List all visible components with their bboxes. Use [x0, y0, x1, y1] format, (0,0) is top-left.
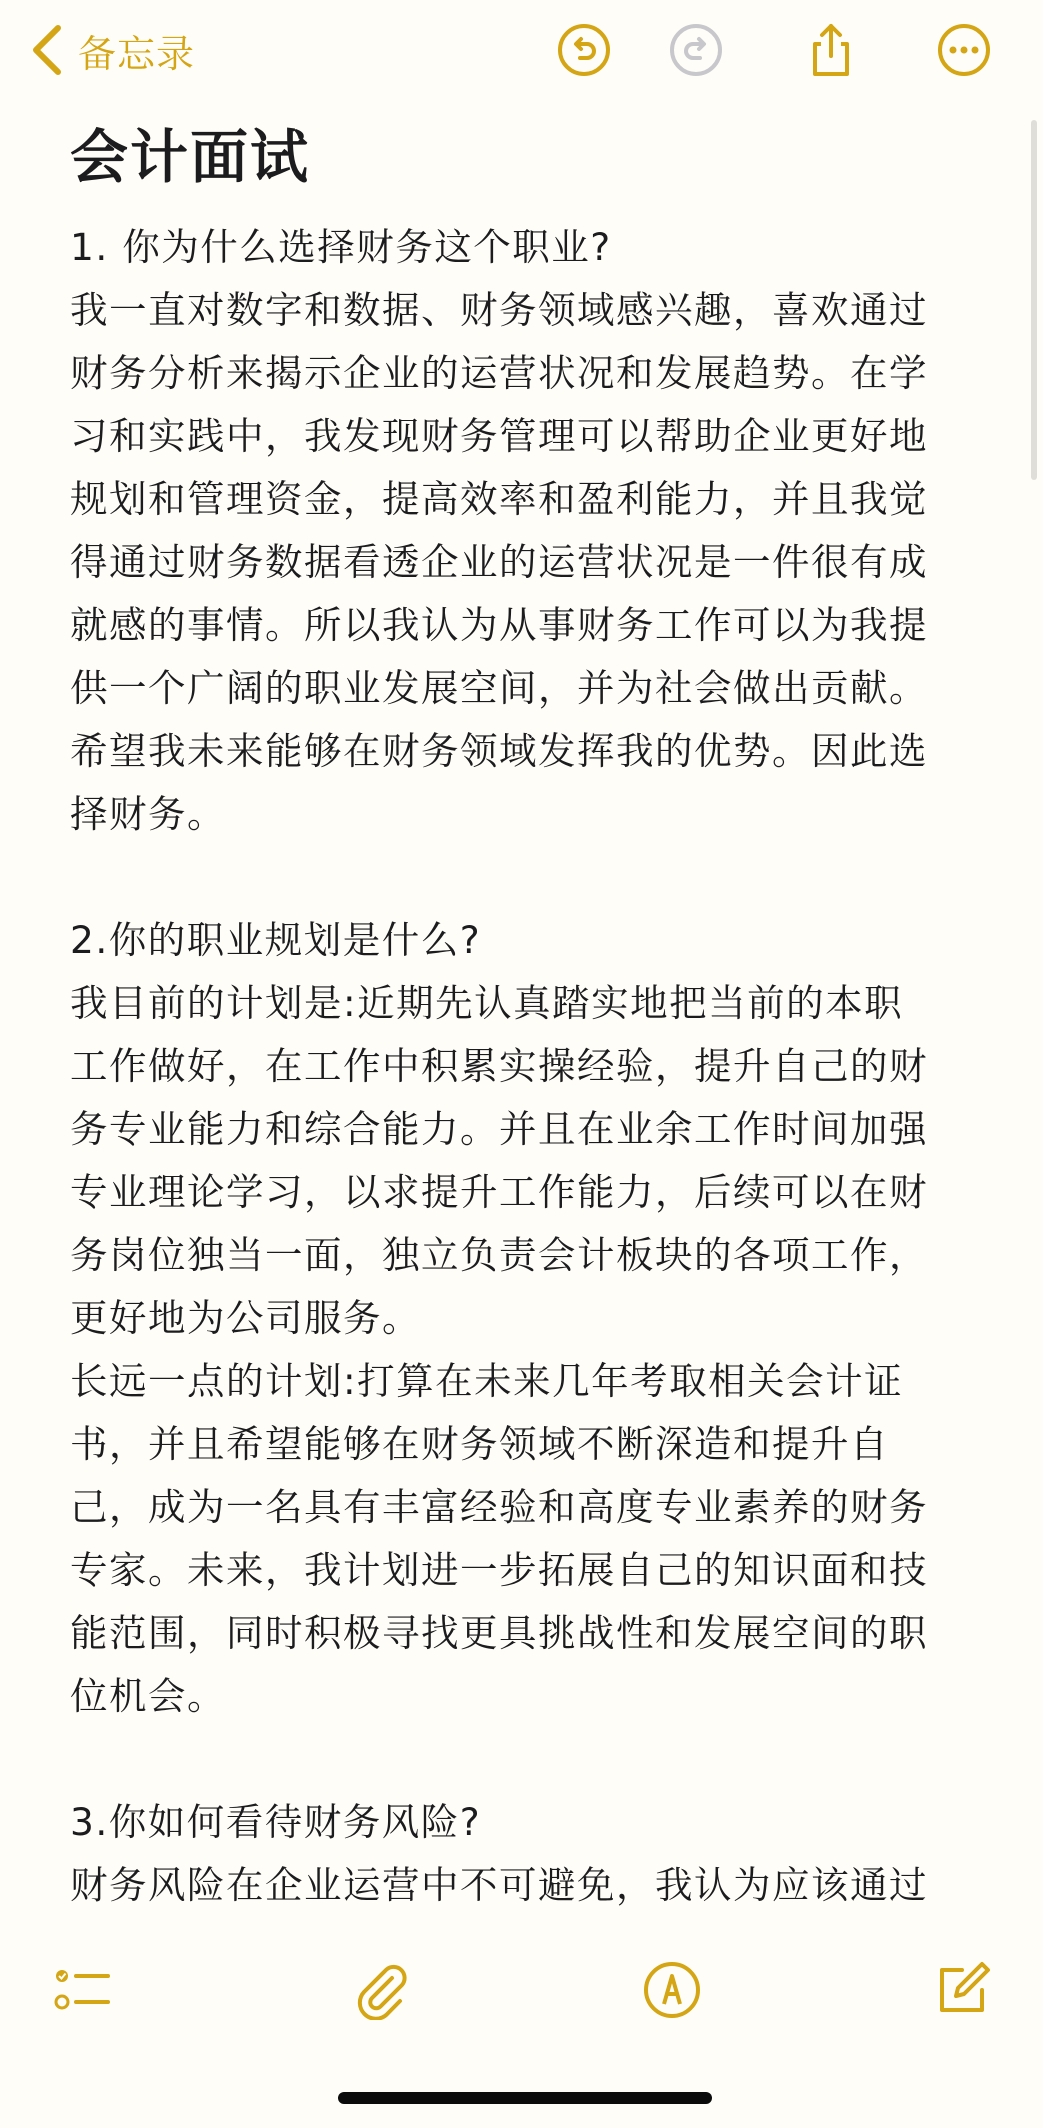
answer-1-line-6[interactable]: 就感的事情。所以我认为从事财务工作可以为我提 — [70, 603, 928, 647]
answer-1-line-8[interactable]: 希望我未来能够在财务领域发挥我的优势。因此选 — [70, 729, 928, 773]
note-body[interactable] — [70, 100, 990, 1917]
bottom-toolbar — [0, 1950, 1043, 2070]
checklist-icon — [52, 1960, 112, 2020]
answer-2-line-2[interactable]: 工作做好，在工作中积累实操经验，提升自己的财 — [70, 1044, 928, 1088]
answer-3-line-1[interactable]: 财务风险在企业运营中不可避免，我认为应该通过 — [70, 1863, 928, 1907]
answer-2b-line-5[interactable]: 能范围，同时积极寻找更具挑战性和发展空间的职 — [70, 1611, 928, 1655]
home-indicator[interactable] — [338, 2092, 712, 2104]
answer-1-line-9[interactable]: 择财务。 — [70, 792, 226, 836]
navigation-bar — [0, 0, 1043, 100]
answer-1-line-2[interactable]: 财务分析来揭示企业的运营状况和发展趋势。在学 — [70, 351, 928, 395]
scroll-indicator — [1031, 120, 1037, 480]
compose-icon — [932, 1960, 992, 2020]
note-section-3 — [70, 1791, 990, 1917]
question-3[interactable]: 3.你如何看待财务风险? — [70, 1800, 482, 1844]
answer-1-line-5[interactable]: 得通过财务数据看透企业的运营状况是一件很有成 — [70, 540, 928, 584]
blank-line[interactable] — [70, 846, 990, 909]
answer-2b-line-1[interactable]: 长远一点的计划:打算在未来几年考取相关会计证 — [70, 1359, 904, 1403]
question-1[interactable]: 1. 你为什么选择财务这个职业? — [70, 225, 612, 269]
redo-button[interactable] — [668, 22, 724, 78]
more-button[interactable] — [936, 22, 992, 78]
blank-line[interactable] — [70, 1728, 990, 1791]
note-title[interactable]: 会计面试 — [70, 123, 311, 191]
attachment-button[interactable] — [352, 1960, 412, 2020]
answer-2b-line-6[interactable]: 位机会。 — [70, 1674, 226, 1718]
share-button[interactable] — [803, 22, 859, 78]
answer-2b-line-2[interactable]: 书，并且希望能够在财务领域不断深造和提升自 — [70, 1422, 889, 1466]
answer-2b-line-4[interactable]: 专家。未来，我计划进一步拓展自己的知识面和技 — [70, 1548, 928, 1592]
redo-icon — [668, 22, 724, 78]
answer-2-line-1[interactable]: 我目前的计划是:近期先认真踏实地把当前的本职 — [70, 981, 904, 1025]
answer-2b-line-3[interactable]: 己，成为一名具有丰富经验和高度专业素养的财务 — [70, 1485, 928, 1529]
undo-button[interactable] — [556, 22, 612, 78]
answer-2-line-5[interactable]: 务岗位独当一面，独立负责会计板块的各项工作， — [70, 1233, 928, 1277]
markup-button[interactable] — [642, 1960, 702, 2020]
undo-icon — [556, 22, 612, 78]
back-chevron-icon — [28, 22, 68, 78]
answer-1-line-7[interactable]: 供一个广阔的职业发展空间，并为社会做出贡献。 — [70, 666, 928, 710]
question-2[interactable]: 2.你的职业规划是什么? — [70, 918, 482, 962]
answer-2-line-6[interactable]: 更好地为公司服务。 — [70, 1296, 421, 1340]
answer-1-line-4[interactable]: 规划和管理资金，提高效率和盈利能力，并且我觉 — [70, 477, 928, 521]
back-button[interactable] — [28, 22, 195, 78]
back-button-label: 备忘录 — [78, 31, 196, 76]
checklist-button[interactable] — [52, 1960, 112, 2020]
answer-1-line-1[interactable]: 我一直对数字和数据、财务领域感兴趣，喜欢通过 — [70, 288, 928, 332]
note-section-1 — [70, 216, 990, 846]
answer-1-line-3[interactable]: 习和实践中，我发现财务管理可以帮助企业更好地 — [70, 414, 928, 458]
answer-2-line-3[interactable]: 务专业能力和综合能力。并且在业余工作时间加强 — [70, 1107, 928, 1151]
markup-pen-icon — [642, 1960, 702, 2020]
paperclip-icon — [352, 1960, 412, 2020]
more-icon — [936, 22, 992, 78]
compose-button[interactable] — [932, 1960, 992, 2020]
share-icon — [803, 22, 859, 78]
note-section-2 — [70, 909, 990, 1728]
answer-2-line-4[interactable]: 专业理论学习，以求提升工作能力，后续可以在财 — [70, 1170, 928, 1214]
